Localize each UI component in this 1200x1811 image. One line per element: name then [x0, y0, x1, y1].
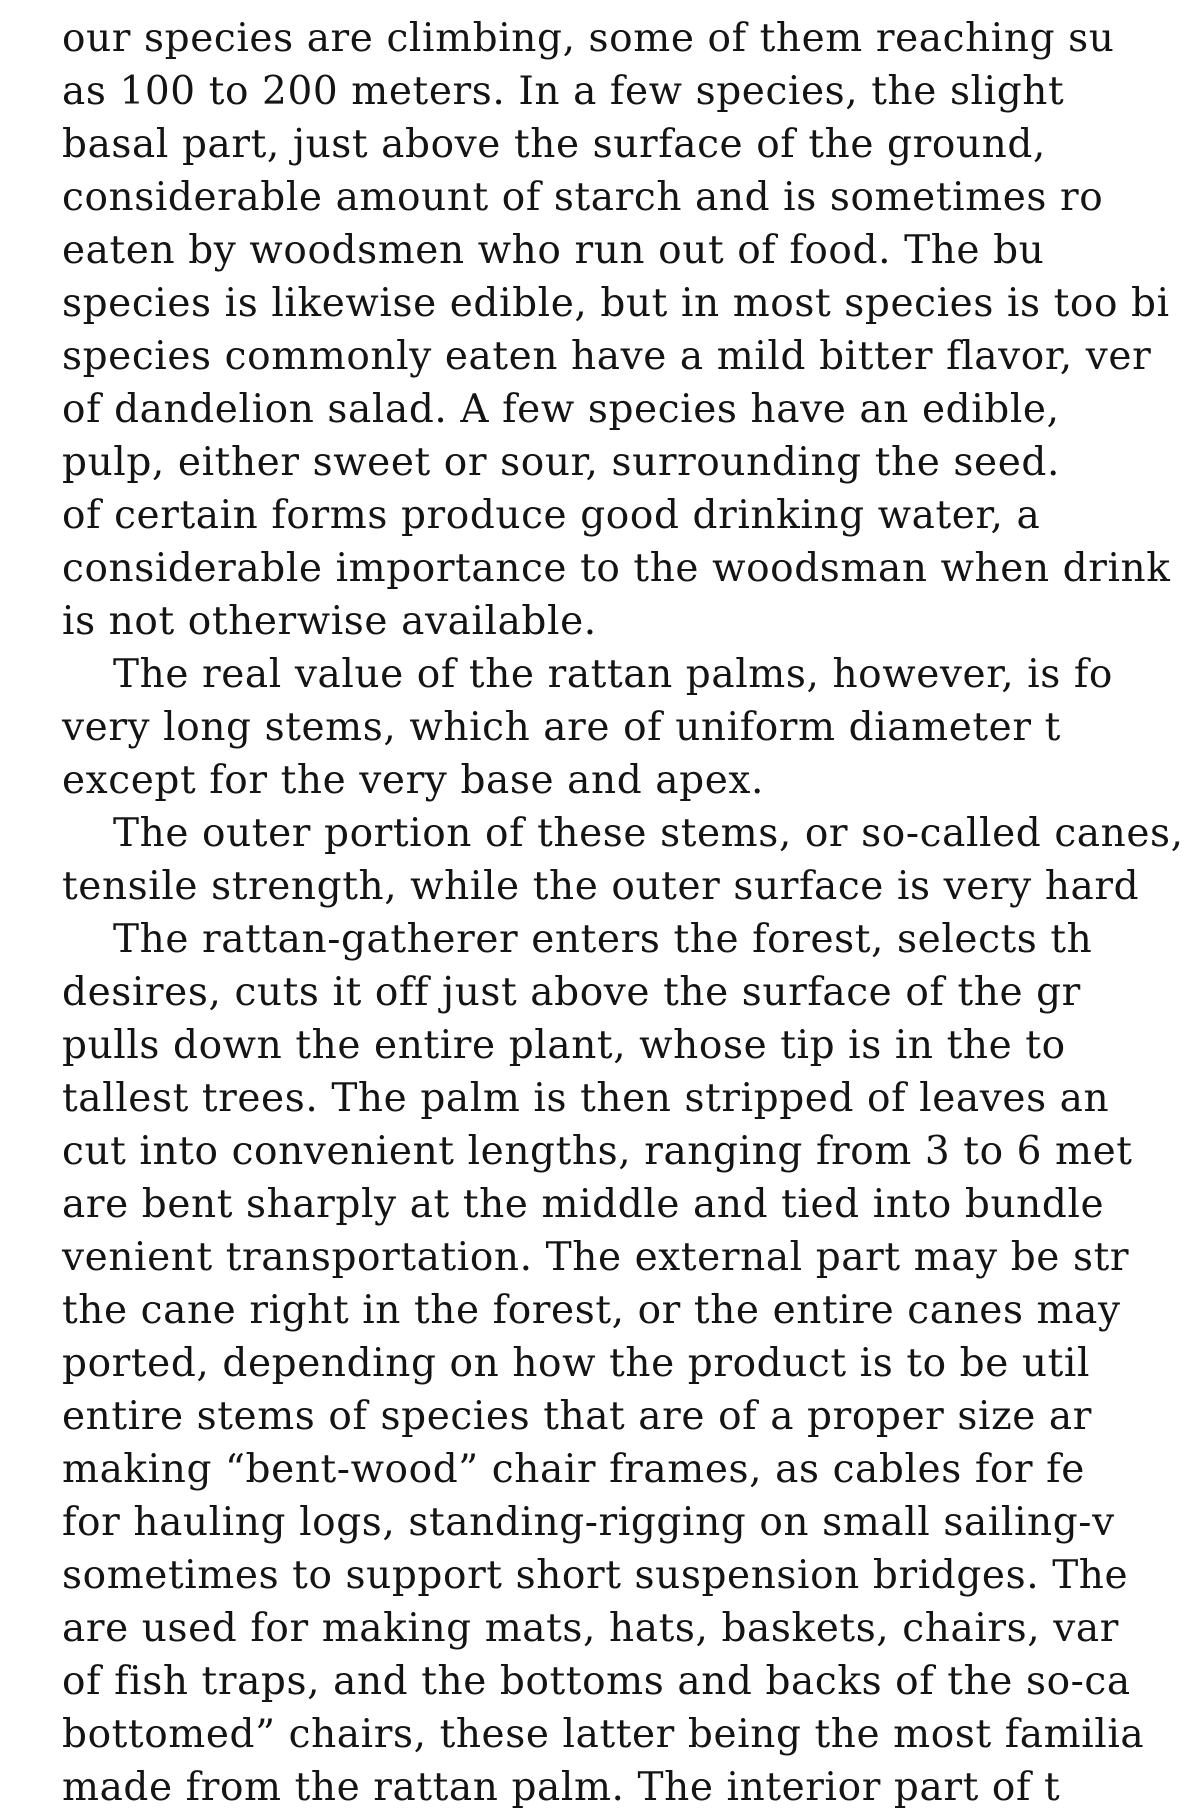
text-line: made from the rattan palm. The interior part of t [62, 1765, 1061, 1810]
text-line: cut into convenient lengths, ranging from 3 to 6 met [62, 1129, 1133, 1174]
text-line: eaten by woodsmen who run out of food. The bu [62, 228, 1045, 273]
text-line: species is likewise edible, but in most species is too bi [62, 281, 1170, 326]
text-line: are bent sharply at the middle and tied into bundle [62, 1182, 1105, 1227]
text-line: very long stems, which are of uniform diameter t [62, 705, 1061, 750]
text-line: sometimes to support short suspension bridges. The [62, 1553, 1129, 1598]
text-line: are used for making mats, hats, baskets, chairs, var [62, 1606, 1119, 1651]
text-line: of dandelion salad. A few species have an edible, [62, 387, 1060, 432]
text-line: species commonly eaten have a mild bitter flavor, ver [62, 334, 1152, 379]
paragraph-first-line: The outer portion of these stems, or so-called canes, [113, 811, 1184, 856]
text-line: except for the very base and apex. [62, 758, 764, 803]
text-line: considerable amount of starch and is sometimes ro [62, 175, 1104, 220]
text-line: the cane right in the forest, or the entire canes may [62, 1288, 1121, 1333]
text-line: ported, depending on how the product is to be util [62, 1341, 1091, 1386]
text-line: basal part, just above the surface of the ground, [62, 122, 1046, 167]
text-line: our species are climbing, some of them reaching su [62, 16, 1115, 61]
text-line: bottomed” chairs, these latter being the most familia [62, 1712, 1145, 1757]
text-line: making “bent-wood” chair frames, as cables for fe [62, 1447, 1085, 1492]
text-line: pulls down the entire plant, whose tip is in the to [62, 1023, 1066, 1068]
paragraph-first-line: The rattan-gatherer enters the forest, selects th [113, 917, 1093, 962]
text-line: for hauling logs, standing-rigging on small sailing-v [62, 1500, 1115, 1545]
text-line: tensile strength, while the outer surface is very hard [62, 864, 1140, 909]
text-line: pulp, either sweet or sour, surrounding the seed. [62, 440, 1060, 485]
text-line: desires, cuts it off just above the surface of the gr [62, 970, 1081, 1015]
text-line: venient transportation. The external part may be str [62, 1235, 1130, 1280]
text-line: of fish traps, and the bottoms and backs of the so-ca [62, 1659, 1131, 1704]
text-line: of certain forms produce good drinking water, a [62, 493, 1041, 538]
text-line: entire stems of species that are of a proper size ar [62, 1394, 1093, 1439]
text-line: as 100 to 200 meters. In a few species, the slight [62, 69, 1065, 114]
text-line: considerable importance to the woodsman when drink [62, 546, 1171, 591]
paragraph-first-line: The real value of the rattan palms, however, is fo [113, 652, 1113, 697]
text-line: tallest trees. The palm is then stripped of leaves an [62, 1076, 1110, 1121]
text-line: is not otherwise available. [62, 599, 597, 644]
